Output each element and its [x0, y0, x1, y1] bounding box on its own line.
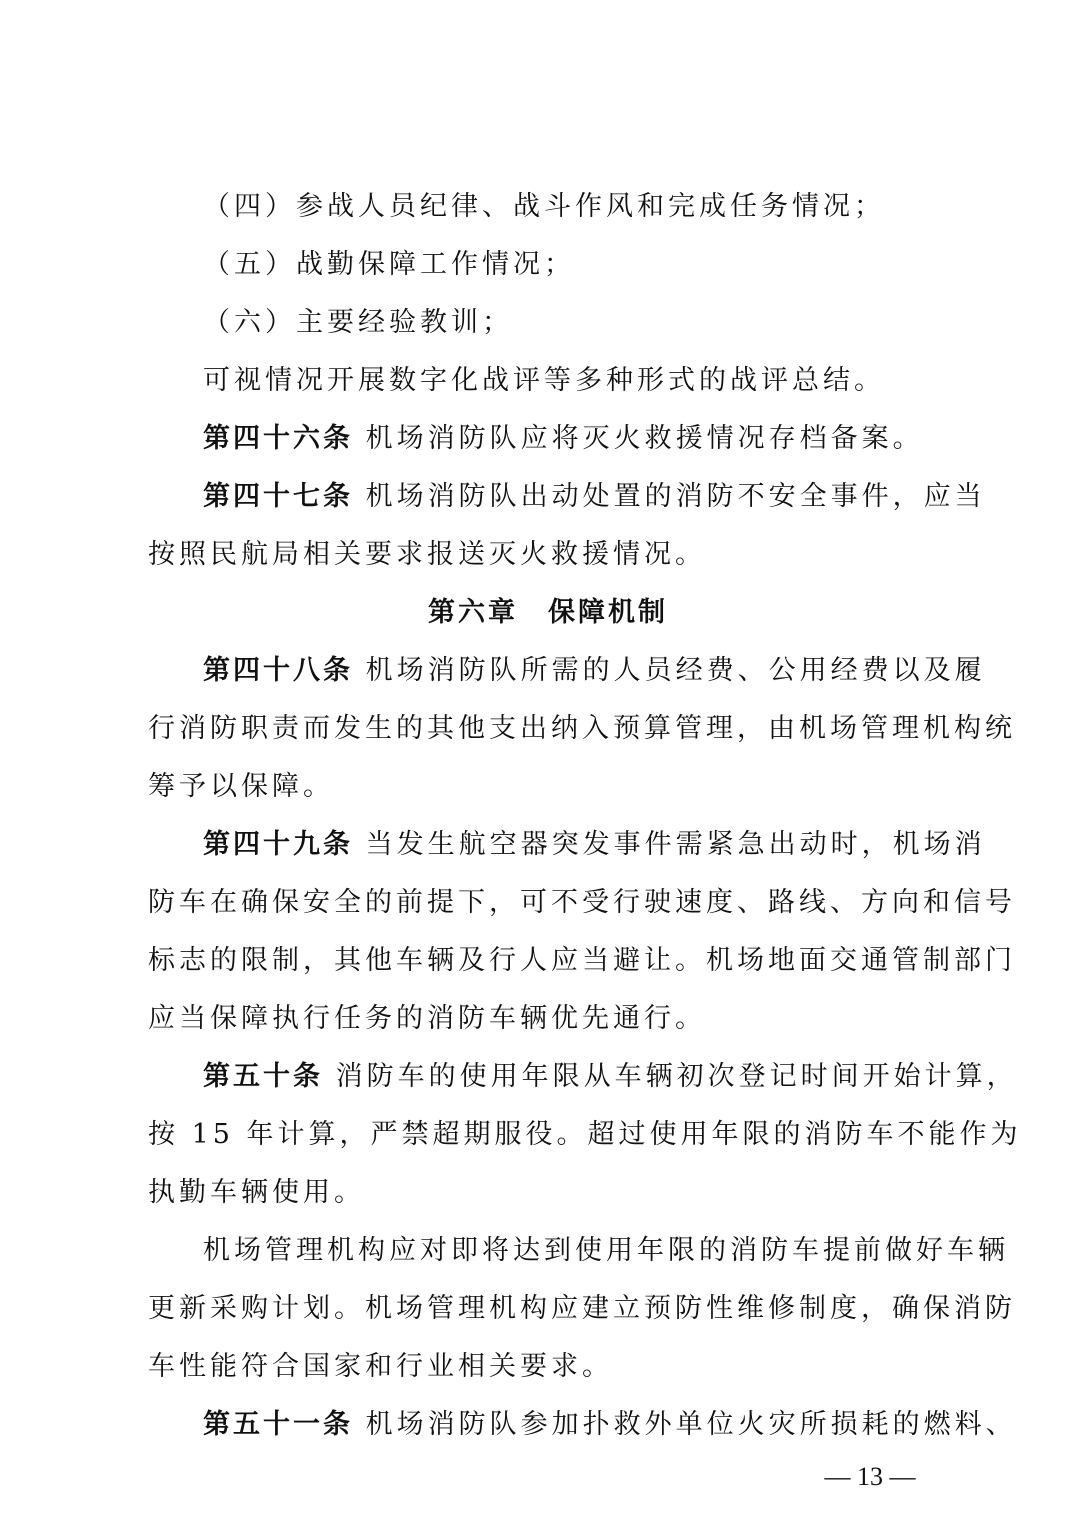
article-51: [148, 1396, 1017, 1454]
paragraph-text: （五）战勤保障工作情况；: [203, 249, 575, 280]
article-50: [148, 1048, 1018, 1106]
paragraph-line: [148, 758, 948, 816]
paragraph-line: [148, 1106, 1022, 1164]
paragraph-text: 按 15 年计算，严禁超期服役。超过使用年限的消防车不能作为: [148, 1119, 1022, 1150]
paragraph-line: [148, 1280, 1016, 1338]
list-item-six: [148, 294, 948, 352]
paragraph-line: [148, 1338, 948, 1396]
paragraph-text: 应当保障执行任务的消防车辆优先通行。: [148, 1003, 706, 1034]
body-text: [148, 178, 1022, 1454]
chapter-heading: 第六章 保障机制: [428, 597, 668, 628]
paragraph-text: 机场消防队参加扑救外单位火灾所损耗的燃料、: [353, 1409, 1017, 1440]
paragraph-text: 行消防职责而发生的其他支出纳入预算管理，由机场管理机构统: [148, 713, 1016, 744]
paragraph-text: 按照民航局相关要求报送灭火救援情况。: [148, 539, 706, 570]
article-49: [148, 816, 986, 874]
list-item-four: [148, 178, 948, 236]
article-label: 第四十九条: [203, 829, 353, 860]
paragraph-text: 机场管理机构应对即将达到使用年限的消防车提前做好车辆: [203, 1235, 1009, 1266]
list-item-five: [148, 236, 948, 294]
paragraph-line: [148, 874, 1016, 932]
paragraph-text: 机场消防队所需的人员经费、公用经费以及履: [353, 655, 986, 686]
paragraph-text: 标志的限制，其他车辆及行人应当避让。机场地面交通管制部门: [148, 945, 1016, 976]
page-number: — 13 —: [824, 1462, 916, 1491]
article-46: [148, 410, 948, 468]
paragraph-line: [148, 352, 948, 410]
paragraph-text: 可视情况开展数字化战评等多种形式的战评总结。: [203, 365, 885, 396]
paragraph-text: 更新采购计划。机场管理机构应建立预防性维修制度，确保消防: [148, 1293, 1016, 1324]
paragraph-text: （四）参战人员纪律、战斗作风和完成任务情况；: [203, 191, 885, 222]
article-label: 第五十一条: [203, 1409, 353, 1440]
article-label: 第四十七条: [203, 481, 353, 512]
paragraph-text: 执勤车辆使用。: [148, 1177, 365, 1208]
paragraph-line: [148, 1222, 1009, 1280]
article-label: 第四十六条: [203, 423, 353, 454]
article-48: [148, 642, 986, 700]
paragraph-text: 当发生航空器突发事件需紧急出动时，机场消: [353, 829, 986, 860]
paragraph-line: [148, 932, 1016, 990]
paragraph-text: 筹予以保障。: [148, 771, 334, 802]
paragraph-line: [148, 526, 948, 584]
article-label: 第五十条: [203, 1061, 323, 1092]
paragraph-text: 车性能符合国家和行业相关要求。: [148, 1351, 613, 1382]
paragraph-text: 机场消防队出动处置的消防不安全事件，应当: [353, 481, 986, 512]
paragraph-text: 消防车的使用年限从车辆初次登记时间开始计算，: [323, 1061, 1018, 1092]
article-47: [148, 468, 986, 526]
paragraph-line: [148, 1164, 948, 1222]
paragraph-text: 防车在确保安全的前提下，可不受行驶速度、路线、方向和信号: [148, 887, 1016, 918]
paragraph-text: （六）主要经验教训；: [203, 307, 513, 338]
paragraph-text: 机场消防队应将灭火救援情况存档备案。: [353, 423, 924, 454]
paragraph-line: [148, 990, 948, 1048]
article-label: 第四十八条: [203, 655, 353, 686]
paragraph-line: [148, 700, 1016, 758]
